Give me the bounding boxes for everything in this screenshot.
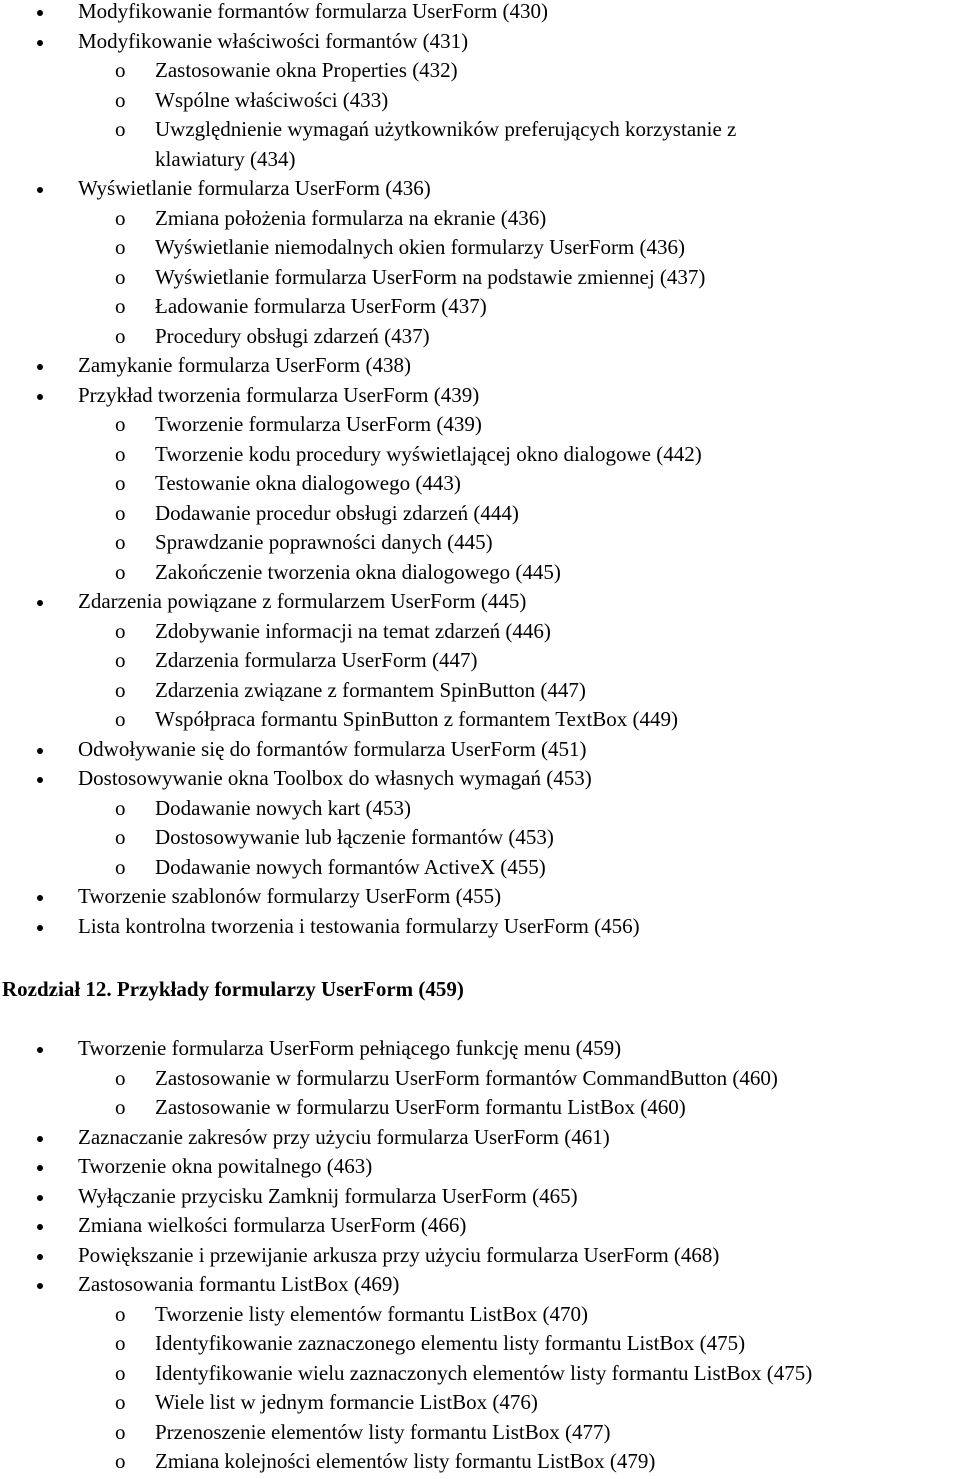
list-item-text: Zakończenie tworzenia okna dialogowego (445) (155, 559, 561, 584)
bullet-circle-icon: o (115, 854, 126, 879)
list-item-text: Dodawanie procedur obsługi zdarzeń (444) (155, 500, 519, 525)
bullet-dot-icon (34, 174, 46, 204)
list-item-text: Procedury obsługi zdarzeń (437) (155, 323, 430, 348)
list-item-text: Modyfikowanie właściwości formantów (431) (78, 28, 469, 53)
bullet-circle-icon: o (115, 648, 126, 672)
list-item-text: Powiększanie i przewijanie arkusza przy użyciu formularza UserForm (468) (78, 1242, 720, 1267)
list-item-text: Dostosowywanie okna Toolbox do własnych wymagań (453) (78, 766, 592, 790)
list-item-text: Tworzenie formularza UserForm pełniącego funkcję menu (459) (78, 1036, 622, 1060)
bullet-dot-icon (34, 764, 46, 794)
list-item-text: Współpraca formantu SpinButton z formantem TextBox (449) (155, 707, 679, 731)
bullet-dot-icon (34, 735, 46, 765)
bullet-circle-icon: o (115, 412, 126, 436)
bullet-circle-icon: o (115, 1390, 126, 1414)
bullet-circle-icon: o (115, 471, 126, 495)
bullet-dot-icon (34, 0, 46, 27)
bullet-dot-icon (34, 912, 46, 942)
bullet-dot-icon (34, 1241, 46, 1271)
bullet-circle-icon: o (115, 1301, 126, 1326)
bullet-dot-icon (34, 1123, 46, 1153)
list-item-text: Identyfikowanie zaznaczonego elementu listy formantu ListBox (475) (155, 1331, 746, 1355)
bullet-dot-icon (34, 1270, 46, 1300)
list-item-text: Zaznaczanie zakresów przy użyciu formularza UserForm (461) (78, 1124, 610, 1149)
bullet-dot-icon (34, 1152, 46, 1182)
list-item-text: Zastosowania formantu ListBox (469) (78, 1272, 400, 1296)
list-item-text: Wiele list w jednym formancie ListBox (476) (155, 1390, 538, 1414)
list-item-text: Dodawanie nowych kart (453) (155, 795, 411, 820)
list-item-text: klawiatury (434) (155, 146, 296, 171)
bullet-dot-icon (34, 587, 46, 617)
list-item-text: Zmiana wielkości formularza UserForm (466) (78, 1213, 467, 1237)
bullet-circle-icon: o (115, 530, 126, 554)
bullet-dot-icon (34, 882, 46, 912)
list-item-text: Wyłączanie przycisku Zamknij formularza UserForm (465) (78, 1183, 578, 1208)
bullet-circle-icon: o (115, 707, 126, 731)
list-item-text: Zmiana położenia formularza na ekranie (436) (155, 205, 547, 230)
list-item-text: Tworzenie szablonów formularzy UserForm (455) (78, 884, 502, 908)
bullet-circle-icon: o (115, 58, 126, 82)
list-item-text: Przenoszenie elementów listy formantu ListBox (477) (155, 1419, 611, 1444)
bullet-circle-icon: o (115, 795, 126, 820)
list-item-text: Zdarzenia związane z formantem SpinButton (447) (155, 677, 586, 702)
list-item-text: Sprawdzanie poprawności danych (445) (155, 530, 493, 554)
list-item-text: Lista kontrolna tworzenia i testowania formularzy UserForm (456) (78, 913, 640, 938)
list-item-text: Tworzenie kodu procedury wyświetlającej okno dialogowe (442) (155, 441, 702, 466)
bullet-circle-icon: o (115, 1360, 126, 1385)
bullet-dot-icon (34, 1211, 46, 1241)
list-item-text: Modyfikowanie formantów formularza UserForm (430) (78, 0, 549, 23)
bullet-circle-icon: o (115, 441, 126, 466)
bullet-circle-icon: o (115, 205, 126, 230)
bullet-dot-icon (34, 1182, 46, 1212)
list-item-text: Wyświetlanie niemodalnych okien formularzy UserForm (436) (155, 235, 686, 259)
list-item-text: Przykład tworzenia formularza UserForm (439) (78, 382, 480, 407)
bullet-circle-icon: o (115, 87, 126, 112)
list-item-text: Uwzględnienie wymagań użytkowników preferujących korzystanie z (155, 117, 737, 141)
list-item-text: Zastosowanie okna Properties (432) (155, 58, 458, 82)
bullet-circle-icon: o (115, 1419, 126, 1444)
bullet-dot-icon (34, 351, 46, 381)
list-item-text: Zastosowanie w formularzu UserForm formantu ListBox (460) (155, 1095, 686, 1119)
bullet-circle-icon: o (115, 559, 126, 584)
list-item-text: Zdarzenia powiązane z formularzem UserForm (445) (78, 589, 527, 613)
bullet-dot-icon (34, 1034, 46, 1064)
list-item-text: Odwoływanie się do formantów formularza UserForm (451) (78, 736, 587, 761)
list-item-text: Ładowanie formularza UserForm (437) (155, 294, 487, 318)
bullet-circle-icon: o (115, 264, 126, 289)
bullet-circle-icon: o (115, 1331, 126, 1355)
list-item-text: Identyfikowanie wielu zaznaczonych elementów listy formantu ListBox (475) (155, 1360, 813, 1385)
list-item-text: Tworzenie listy elementów formantu ListBox (470) (155, 1301, 589, 1326)
bullet-circle-icon: o (115, 117, 126, 141)
list-item-text: Zdobywanie informacji na temat zdarzeń (446) (155, 618, 551, 643)
bullet-circle-icon: o (115, 235, 126, 259)
list-item-text: Wspólne właściwości (433) (155, 87, 389, 112)
list-item-text: Tworzenie okna powitalnego (463) (78, 1154, 373, 1178)
bullet-circle-icon: o (115, 1095, 126, 1119)
list-item-text: Zdarzenia formularza UserForm (447) (155, 648, 478, 672)
bullet-circle-icon: o (115, 825, 126, 849)
list-item-text: Dodawanie nowych formantów ActiveX (455) (155, 854, 546, 879)
chapter-heading: Rozdział 12. Przykłady formularzy UserForm (459) (2, 977, 464, 1001)
bullet-circle-icon: o (115, 677, 126, 702)
list-item-text: Zamykanie formularza UserForm (438) (78, 353, 411, 377)
list-item-text: Zmiana kolejności elementów listy formantu ListBox (479) (155, 1449, 656, 1473)
list-item-text: Tworzenie formularza UserForm (439) (155, 412, 482, 436)
bullet-circle-icon: o (115, 323, 126, 348)
bullet-dot-icon (34, 27, 46, 57)
list-item-text: Testowanie okna dialogowego (443) (155, 471, 461, 495)
bullet-circle-icon: o (115, 500, 126, 525)
list-item-text: Wyświetlanie formularza UserForm na podstawie zmiennej (437) (155, 264, 706, 289)
bullet-circle-icon: o (115, 618, 126, 643)
bullet-circle-icon: o (115, 294, 126, 318)
list-item-text: Dostosowywanie lub łączenie formantów (453) (155, 825, 554, 849)
bullet-circle-icon: o (115, 1449, 126, 1473)
list-item-text: Zastosowanie w formularzu UserForm formantów CommandButton (460) (155, 1065, 778, 1090)
bullet-circle-icon: o (115, 1065, 126, 1090)
list-item-text: Wyświetlanie formularza UserForm (436) (78, 176, 431, 200)
bullet-dot-icon (34, 381, 46, 411)
